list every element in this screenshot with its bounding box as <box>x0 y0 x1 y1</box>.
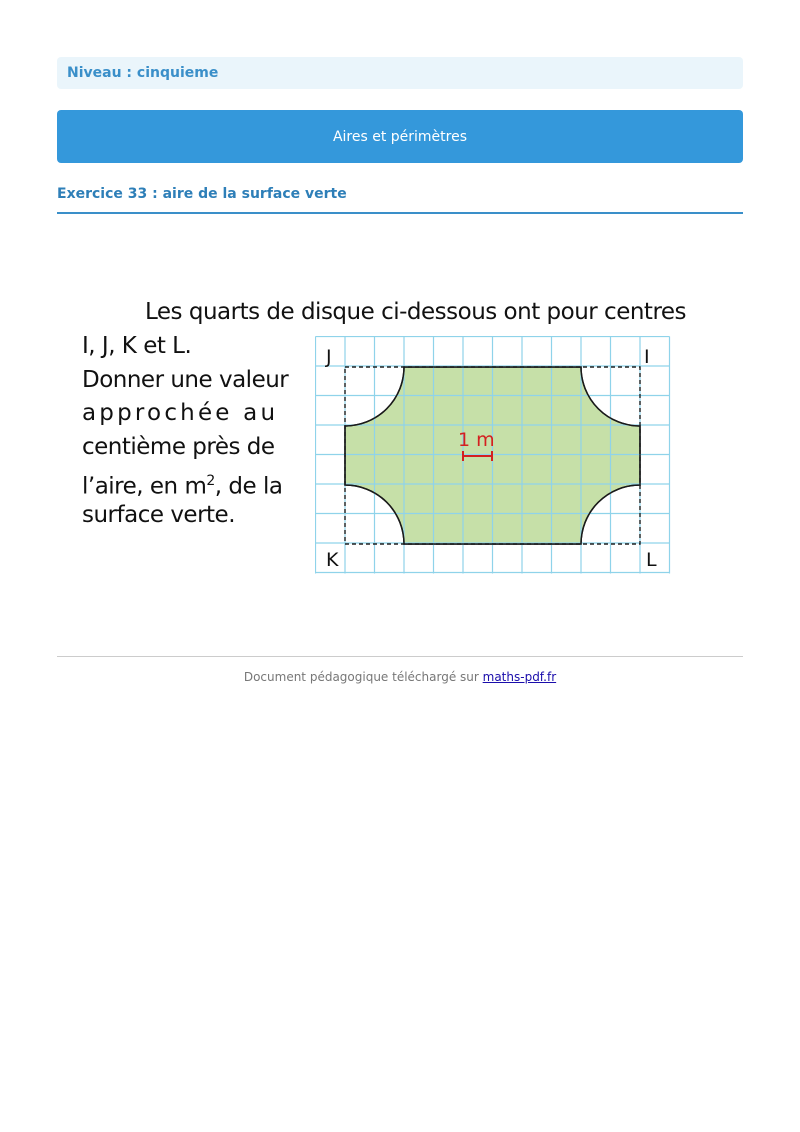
label-i: I <box>644 346 650 368</box>
footer-divider <box>57 656 743 657</box>
label-l: L <box>646 549 657 571</box>
statement-line-6-end: , de la <box>214 473 283 500</box>
exercise-title: Exercice 33 : aire de la surface verte <box>57 186 743 214</box>
statement-line-6-start: l’aire, en m <box>82 473 207 500</box>
statement-line-1: Les quarts de disque ci-dessous ont pour centres <box>145 299 687 325</box>
chapter-title-bar <box>57 110 743 163</box>
level-banner <box>57 57 743 89</box>
squared-exponent: 2 <box>206 473 215 489</box>
statement-line-2: I, J, K et L. <box>82 333 192 359</box>
label-k: K <box>326 549 339 571</box>
green-surface-figure <box>315 336 671 576</box>
scale-label: 1 m <box>458 429 495 451</box>
footer-text: Document pédagogique téléchargé sur <box>243 670 483 684</box>
level-label: Niveau : cinquieme <box>67 65 219 81</box>
footer <box>57 670 743 684</box>
label-j: J <box>326 346 332 368</box>
chapter-title: Aires et périmètres <box>332 128 468 145</box>
statement-line-3: Donner une valeur <box>82 367 289 393</box>
statement-line-5: centième près de <box>82 434 275 460</box>
statement-line-4: approchée au <box>82 400 279 426</box>
statement-line-7: surface verte. <box>82 502 236 528</box>
footer-link[interactable]: maths-pdf.fr <box>482 670 557 684</box>
